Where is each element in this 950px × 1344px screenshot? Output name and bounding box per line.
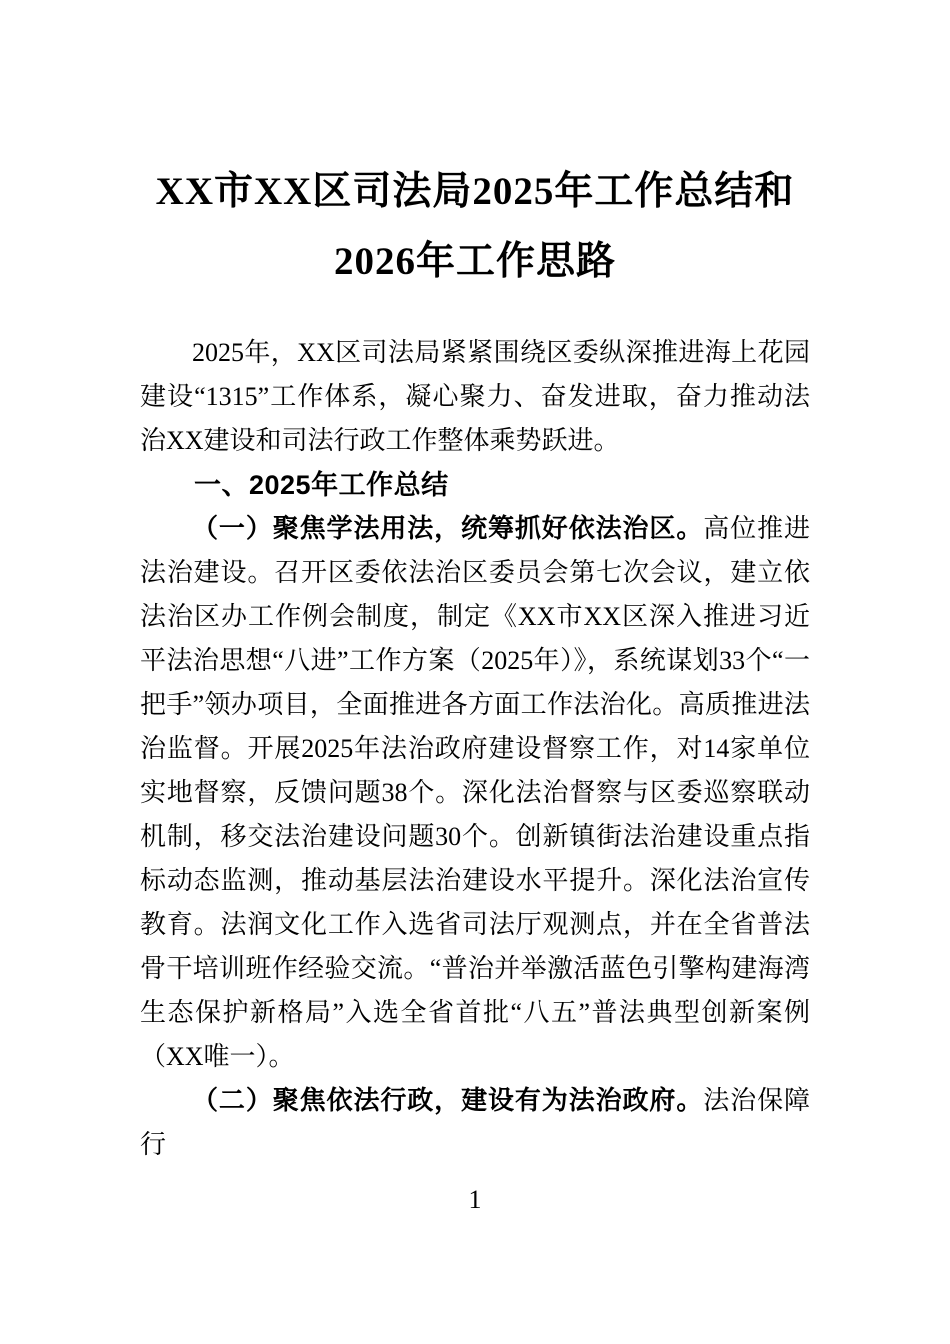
paragraph-1-lead: （一）聚焦学法用法，统筹抓好依法治区。 (192, 514, 704, 543)
paragraph-2-lead: （二）聚焦依法行政，建设有为法治政府。 (192, 1086, 704, 1115)
paragraph-2 (140, 1079, 810, 1167)
paragraph-1-body: 高位推进法治建设。召开区委依法治区委员会第七次会议，建立依法治区办工作例会制度，制定《XX市XX区深入推进习近平法治思想“八进”工作方案（2025年）》，系统谋划33个“一把手”领办项目，全面推进各方面工作法治化。高质推进法治监督。开展2025年法治政府建设督察工作，对14家单位实地督察，反馈问题38个。深化法治督察与区委巡察联动机制，移交法治建设问题30个。创新镇街法治建设重点指标动态监测，推动基层法治建设水平提升。深化法治宣传教育。法润文化工作入选省司法厅观测点，并在全省普法骨干培训班作经验交流。“普治并举激活蓝色引擎构建海湾生态保护新格局”入选全省首批“八五”普法典型创新案例（XX唯一）。 (140, 514, 810, 1071)
section-heading-1: 一、2025年工作总结 (194, 470, 449, 500)
intro-paragraph: 2025年，XX区司法局紧紧围绕区委纵深推进海上花园建设“1315”工作体系，凝心聚力、奋发进取，奋力推动法治XX建设和司法行政工作整体乘势跃进。 (140, 338, 810, 455)
page-number: 1 (468, 1185, 482, 1214)
document-title-line-2: 2026年工作思路 (333, 240, 616, 283)
document-title-line-1: XX市XX区司法局2025年工作总结和 (155, 170, 795, 213)
document-title (140, 157, 810, 297)
paragraph-1 (140, 507, 810, 1079)
paragraph-2-body: 法治保障行 (140, 1086, 810, 1159)
